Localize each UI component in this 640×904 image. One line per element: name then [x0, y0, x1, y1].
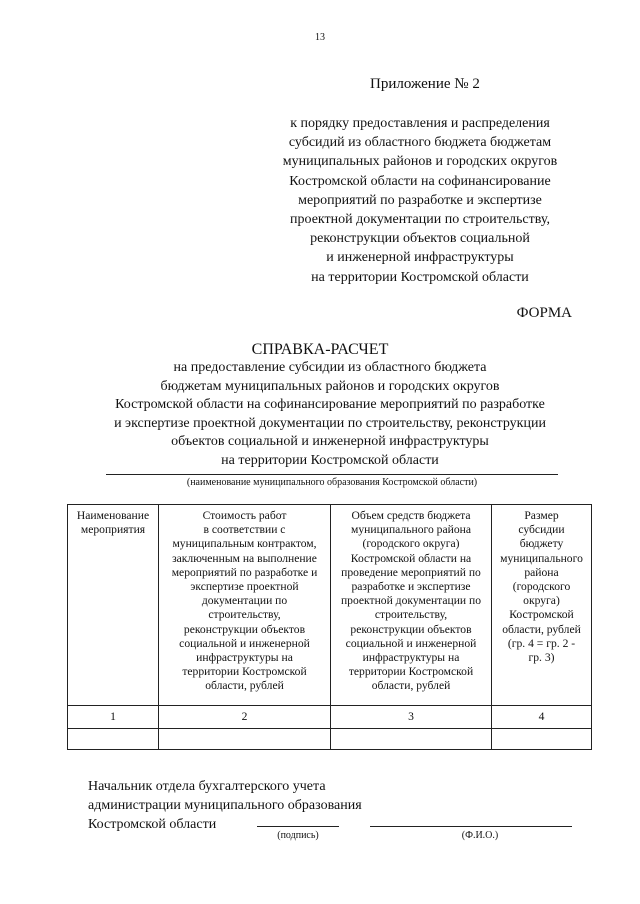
table-column-numbers-row	[68, 706, 592, 729]
table-cell[interactable]	[492, 729, 592, 750]
table-header-row	[68, 505, 592, 706]
certificate-line: и экспертизе проектной документации по строительству, реконструкции	[114, 415, 546, 431]
signatory-line: Костромской области	[88, 817, 217, 832]
table-cell[interactable]	[68, 729, 159, 750]
certificate-line: объектов социальной и инженерной инфраструктуры	[171, 434, 489, 450]
column-number: 3	[331, 706, 492, 729]
calculation-table	[67, 504, 592, 750]
header-cell-budget-funds: Объем средств бюджета муниципального района (городского округа) Костромской области на проведение мероприятий по разработке и экспертизе проектной документации по строительству, реконструкции объектов социальной и инженерной инфраструктуры на территории Костромской области, рублей	[331, 505, 492, 706]
header-cell-work-cost: Стоимость работ в соответствии с муниципальным контрактом, заключенным на выполнение мероприятий по разработке и экспертизе проектной документации по строительству, реконструкции объектов социальной и инженерной инфраструктуры на территории Костромской области, рублей	[159, 505, 331, 706]
table-cell[interactable]	[331, 729, 492, 750]
signatory-line: администрации муниципального образования	[88, 798, 362, 813]
signatory-line: Начальник отдела бухгалтерского учета	[88, 779, 326, 794]
table-cell[interactable]	[159, 729, 331, 750]
appendix-line: субсидий из областного бюджета бюджетам	[288, 135, 552, 151]
appendix-line: на территории Костромской области	[311, 269, 529, 285]
signature-caption: (подпись)	[277, 830, 319, 841]
table-row	[68, 729, 592, 750]
header-cell-event-name: Наименование мероприятия	[68, 505, 159, 706]
full-name-line[interactable]	[370, 826, 572, 827]
appendix-line: мероприятий по разработке и экспертизе	[298, 192, 542, 208]
certificate-line: на предоставление субсидии из областного бюджета	[173, 360, 487, 375]
appendix-line: Костромской области на софинансирование	[289, 173, 551, 189]
appendix-line: реконструкции объектов социальной	[310, 231, 530, 247]
appendix-description	[250, 114, 590, 287]
column-number: 2	[159, 706, 331, 729]
certificate-line: на территории Костромской области	[221, 452, 439, 468]
appendix-line: проектной документации по строительству,	[290, 212, 550, 228]
appendix-line: муниципальных районов и городских округов	[282, 154, 558, 170]
appendix-title: Приложение № 2	[370, 76, 480, 92]
column-number: 4	[492, 706, 592, 729]
certificate-title: СПРАВКА-РАСЧЕТ	[251, 341, 389, 358]
appendix-line: и инженерной инфраструктуры	[326, 250, 514, 266]
page-number: 13	[315, 32, 325, 43]
municipality-name-line[interactable]	[106, 474, 558, 475]
certificate-description	[40, 359, 620, 471]
form-label: ФОРМА	[516, 305, 572, 321]
header-cell-subsidy-amount: Размер субсидии бюджету муниципального района (городского округа) Костромской области, рублей (гр. 4 = гр. 2 - гр. 3)	[492, 505, 592, 706]
certificate-line: Костромской области на софинансирование мероприятий по разработке	[115, 397, 545, 413]
signature-line[interactable]	[257, 826, 339, 827]
appendix-line: к порядку предоставления и распределения	[290, 116, 550, 131]
full-name-caption: (Ф.И.О.)	[461, 830, 499, 841]
certificate-line: бюджетам муниципальных районов и городских округов	[160, 378, 500, 394]
column-number: 1	[68, 706, 159, 729]
municipality-caption: (наименование муниципального образования Костромской области)	[186, 477, 478, 488]
